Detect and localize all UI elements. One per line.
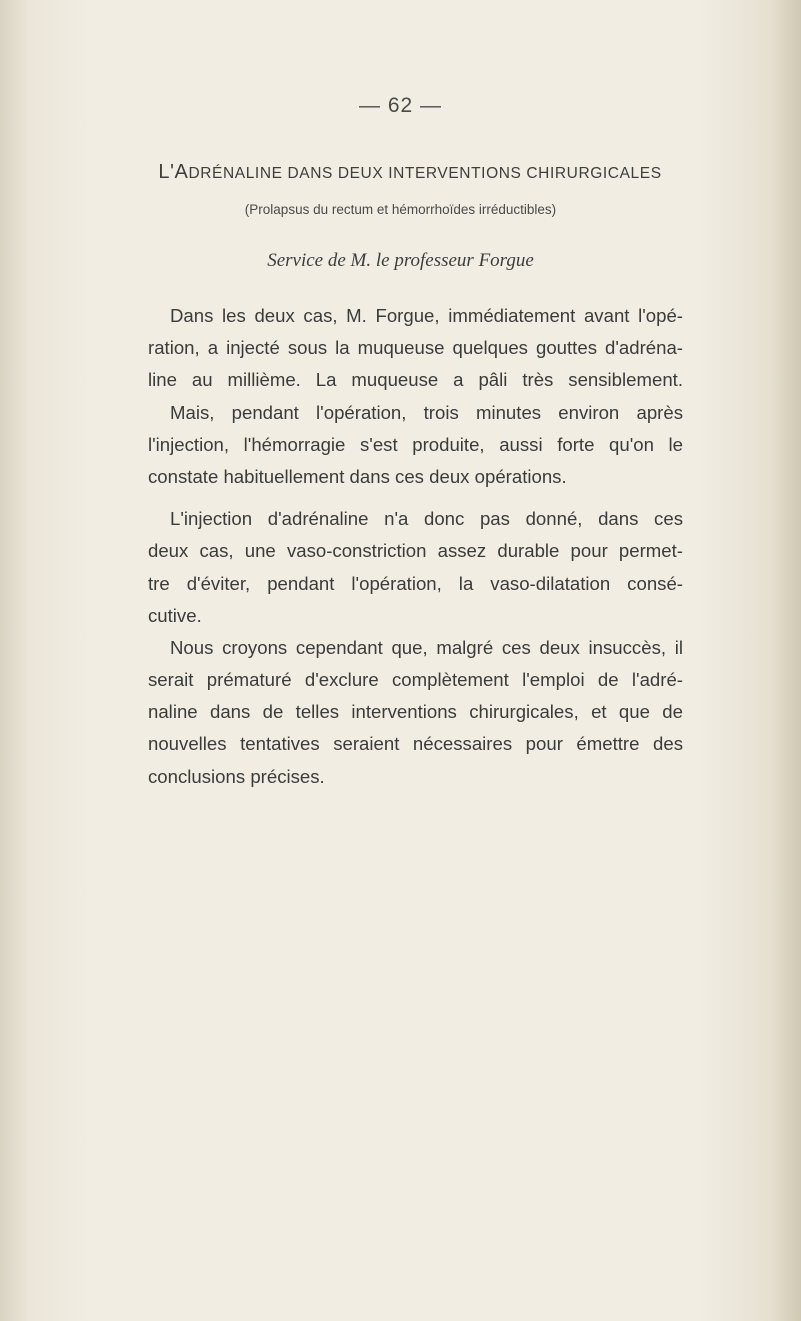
chapter-title-rest: DRÉNALINE DANS DEUX INTERVENTIONS CHIRURGICALES xyxy=(188,165,662,182)
service-heading: Service de M. le professeur Forgue xyxy=(267,250,534,271)
chapter-title-initial: L'A xyxy=(158,161,189,183)
paragraph-1-line-5: l'injection, l'hémorragie s'est produite, aussi forte qu'on le xyxy=(148,433,683,455)
page-number: — 62 — xyxy=(358,94,443,117)
paragraph-2-line-4: cutive. xyxy=(148,604,202,626)
paragraph-2-line-2: deux cas, une vaso-constriction assez durable pour permet- xyxy=(148,540,683,562)
paragraph-1-line-6: constate habituellement dans ces deux opérations. xyxy=(148,465,567,487)
body-text xyxy=(148,300,683,793)
paragraph-1-line-1: Dans les deux cas, M. Forgue, immédiatement avant l'opé- xyxy=(170,305,683,326)
paragraph-3-line-5: conclusions précises. xyxy=(148,765,325,787)
paragraph-1-line-2: ration, a injecté sous la muqueuse quelques gouttes d'adréna- xyxy=(148,337,683,359)
chapter-subtitle: (Prolapsus du rectum et hémorrhoïdes irréductibles) xyxy=(244,202,557,217)
paragraph-2-line-1: L'injection d'adrénaline n'a donc pas donné, dans ces xyxy=(170,508,683,530)
paragraph-2-line-3: tre d'éviter, pendant l'opération, la vaso-dilatation consé- xyxy=(148,572,683,594)
chapter-title xyxy=(60,161,760,184)
paragraph-3-line-1: Nous croyons cependant que, malgré ces deux insuccès, il xyxy=(170,636,683,658)
paragraph-3-line-2: serait prématuré d'exclure complètement l'emploi de l'adré- xyxy=(148,669,683,691)
paragraph-gap xyxy=(148,493,683,503)
paragraph-1-line-4: Mais, pendant l'opération, trois minutes environ après xyxy=(170,401,683,423)
paragraph-1-line-3: line au millième. La muqueuse a pâli très sensiblement. xyxy=(148,369,683,391)
paragraph-3-line-4: nouvelles tentatives seraient nécessaires pour émettre des xyxy=(148,733,683,755)
paragraph-3-line-3: naline dans de telles interventions chirurgicales, et que de xyxy=(148,701,683,723)
